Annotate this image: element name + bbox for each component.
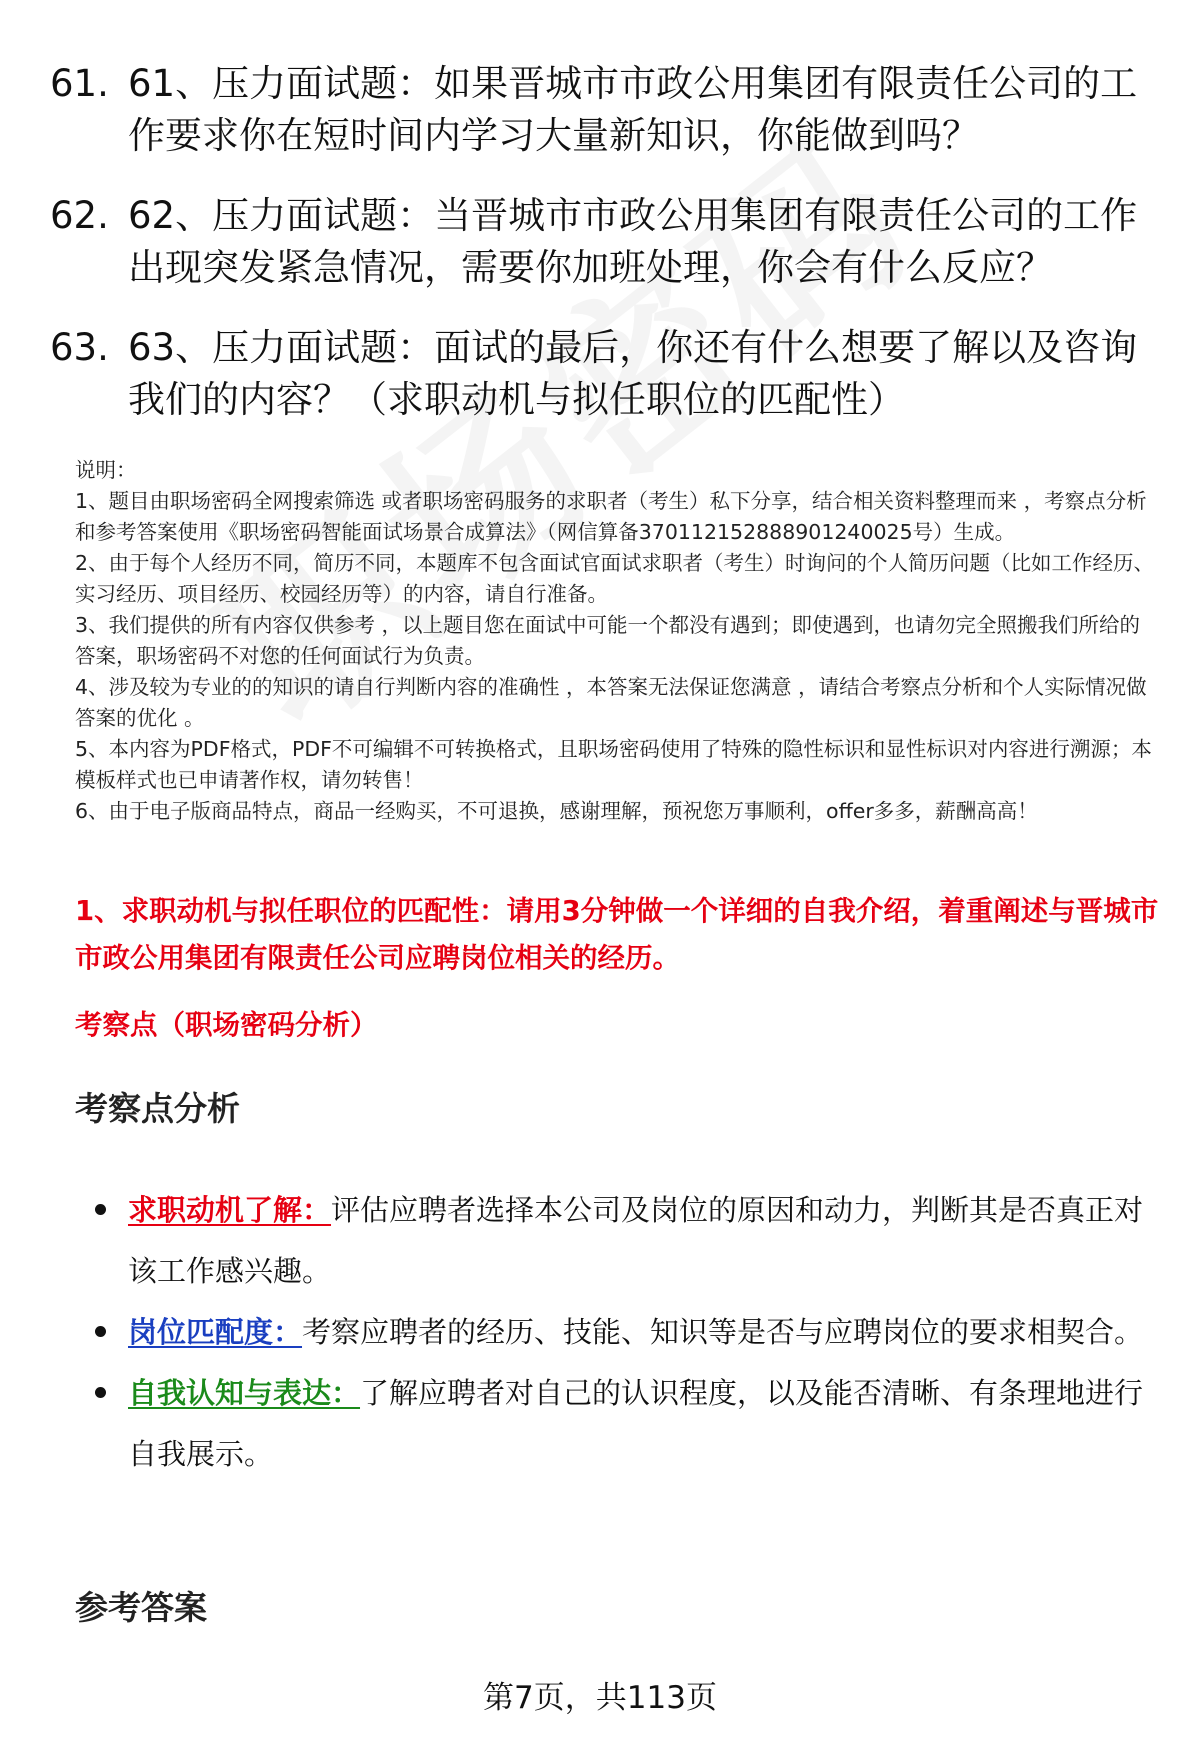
analysis-heading: 考察点分析 (75, 1089, 240, 1128)
bullet-icon (95, 1204, 106, 1215)
question-text: 62、压力面试题：当晋城市市政公用集团有限责任公司的工作出现突发紧急情况，需要你加班处理，你会有什么反应？ (128, 194, 1138, 289)
analysis-text: 评估应聘者选择本公司及岗位的原因和动力，判断其是否真正对该工作感兴趣。 (128, 1193, 1144, 1288)
note-item: 3、我们提供的所有内容仅供参考 ，以上题目您在面试中可能一个都没有遇到；即使遇到，也请勿完全照搬我们所给的答案，职场密码不对您的任何面试行为负责。 (75, 613, 1141, 668)
question-item (50, 322, 1160, 426)
note-item: 5、本内容为PDF格式，PDF不可编辑不可转换格式，且职场密码使用了特殊的隐性标识和显性标识对内容进行溯源；本模板样式也已申请著作权，请勿转售！ (75, 737, 1152, 792)
analysis-term: 岗位匹配度： (128, 1315, 303, 1349)
answer-heading: 参考答案 (75, 1588, 207, 1627)
kaocha-label: 考察点（职场密码分析） (75, 1009, 378, 1041)
question-list (50, 58, 1160, 454)
question-text: 61、压力面试题：如果晋城市市政公用集团有限责任公司的工作要求你在短时间内学习大量新知识，你能做到吗？ (128, 62, 1138, 157)
bullet-icon (95, 1326, 106, 1337)
analysis-text: 了解应聘者对自己的认识程度，以及能否清晰、有条理地进行自我展示。 (128, 1376, 1144, 1471)
bullet-icon (95, 1387, 106, 1398)
analysis-text: 考察应聘者的经历、技能、知识等是否与应聘岗位的要求相契合。 (302, 1315, 1144, 1349)
analysis-item (95, 1363, 1165, 1485)
analysis-item (95, 1180, 1165, 1302)
question-number: 62. (50, 194, 109, 237)
analysis-term: 自我认知与表达： (128, 1376, 361, 1410)
question-text: 63、压力面试题：面试的最后，你还有什么想要了解以及咨询我们的内容？（求职动机与拟任职位的匹配性） (128, 326, 1138, 421)
question-number: 61. (50, 62, 109, 105)
notes-section (75, 455, 1160, 827)
question-number: 63. (50, 326, 109, 369)
analysis-list (95, 1180, 1165, 1485)
featured-question: 1、求职动机与拟任职位的匹配性：请用3分钟做一个详细的自我介绍，着重阐述与晋城市市政公用集团有限责任公司应聘岗位相关的经历。 (75, 895, 1159, 974)
analysis-term: 求职动机了解： (128, 1193, 332, 1227)
note-item: 2、由于每个人经历不同，简历不同，本题库不包含面试官面试求职者（考生）时询问的个人简历问题（比如工作经历、实习经历、项目经历、校园经历等）的内容，请自行准备。 (75, 551, 1155, 606)
notes-title: 说明： (75, 458, 137, 482)
note-item: 6、由于电子版商品特点，商品一经购买，不可退换，感谢理解，预祝您万事顺利，offer多多，薪酬高高！ (75, 799, 1038, 823)
question-item (50, 190, 1160, 294)
analysis-item (95, 1302, 1165, 1363)
question-item (50, 58, 1160, 162)
page-footer: 第7页，共113页 (483, 1680, 717, 1716)
note-item: 4、涉及较为专业的的知识的请自行判断内容的准确性 ，本答案无法保证您满意 ，请结合考察点分析和个人实际情况做答案的优化 。 (75, 675, 1147, 730)
note-item: 1、题目由职场密码全网搜索筛选 或者职场密码服务的求职者（考生）私下分享，结合相关资料整理而来 ，考察点分析和参考答案使用《职场密码智能面试场景合成算法》（网信算备370112152888901240025号）生成。 (75, 489, 1147, 544)
